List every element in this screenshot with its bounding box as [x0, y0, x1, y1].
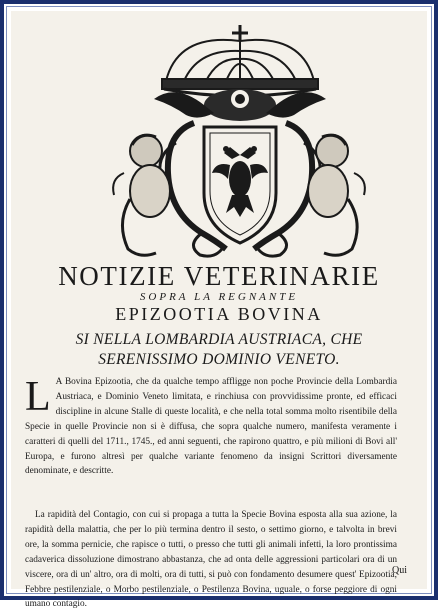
- eagle-crest-icon: [154, 89, 326, 121]
- crown-icon: [162, 25, 318, 96]
- document-headline: EPIZOOTIA BOVINA: [11, 304, 427, 325]
- document-subtitle: SOPRA LA REGNANTE: [11, 291, 427, 303]
- region-line-2: SERENISSIMO DOMINIO VENETO.: [11, 351, 427, 369]
- paragraph-2: [25, 508, 397, 612]
- region-line-1: SI NELLA LOMBARDIA AUSTRIACA, CHE: [11, 331, 427, 349]
- document-title: NOTIZIE VETERINARIE: [11, 261, 427, 291]
- paragraph-1: [25, 375, 397, 479]
- drop-cap: L: [25, 377, 51, 417]
- coat-of-arms-emblem: [106, 23, 374, 265]
- catchword: Qui: [392, 565, 407, 576]
- cherub-right-icon: [308, 135, 365, 255]
- paragraph-1-text: A Bovina Epizootia, che da qualche tempo affligge non poche Provincie della Lombardia Austriaca, e Dominio Veneto limitata, e rinchiusa con provvidissime pronte, ed efficaci discipline in alcune Stalle di queste località, e che nella total somma molto risentibile della Specie in quelle Provincie non si è diffusa, che sopra qualche numero, manifesta veramente i caratteri di quelli del 1711., 1745., ed anni seguenti, che rapirono quattro, e più milioni di Bovi all' Europa, e furono altresì per qualche variante fenomeno da insigni Scrittori diversamente denominate, e descritte.: [25, 375, 397, 479]
- cherub-left-icon: [113, 135, 170, 255]
- paragraph-2-text: La rapidità del Contagio, con cui si propaga a tutta la Specie Bovina esposta alla sua azione, la rapidità della malattia, che per lo più termina dentro il sesto, o settimo giorno, e talvolta in brevi ore, la somma pernicie, che rapisce o tutti, o presso che tutti gli animali infetti, la loro prontissima cadaverica dissoluzione dimostrano abbastanza, che ad onta delle aggressioni particolari ora di un viscere, ora di un' altro, ora di molti, ora di tutti, si può con fondamento desumere quest' Epizootia, Febbre pestilenziale, o Morbo pestilenziale, o Pestilenza Bovina, uguale, o forse peggiore di ogni umano contagio.: [25, 508, 397, 612]
- document-page: [11, 11, 427, 589]
